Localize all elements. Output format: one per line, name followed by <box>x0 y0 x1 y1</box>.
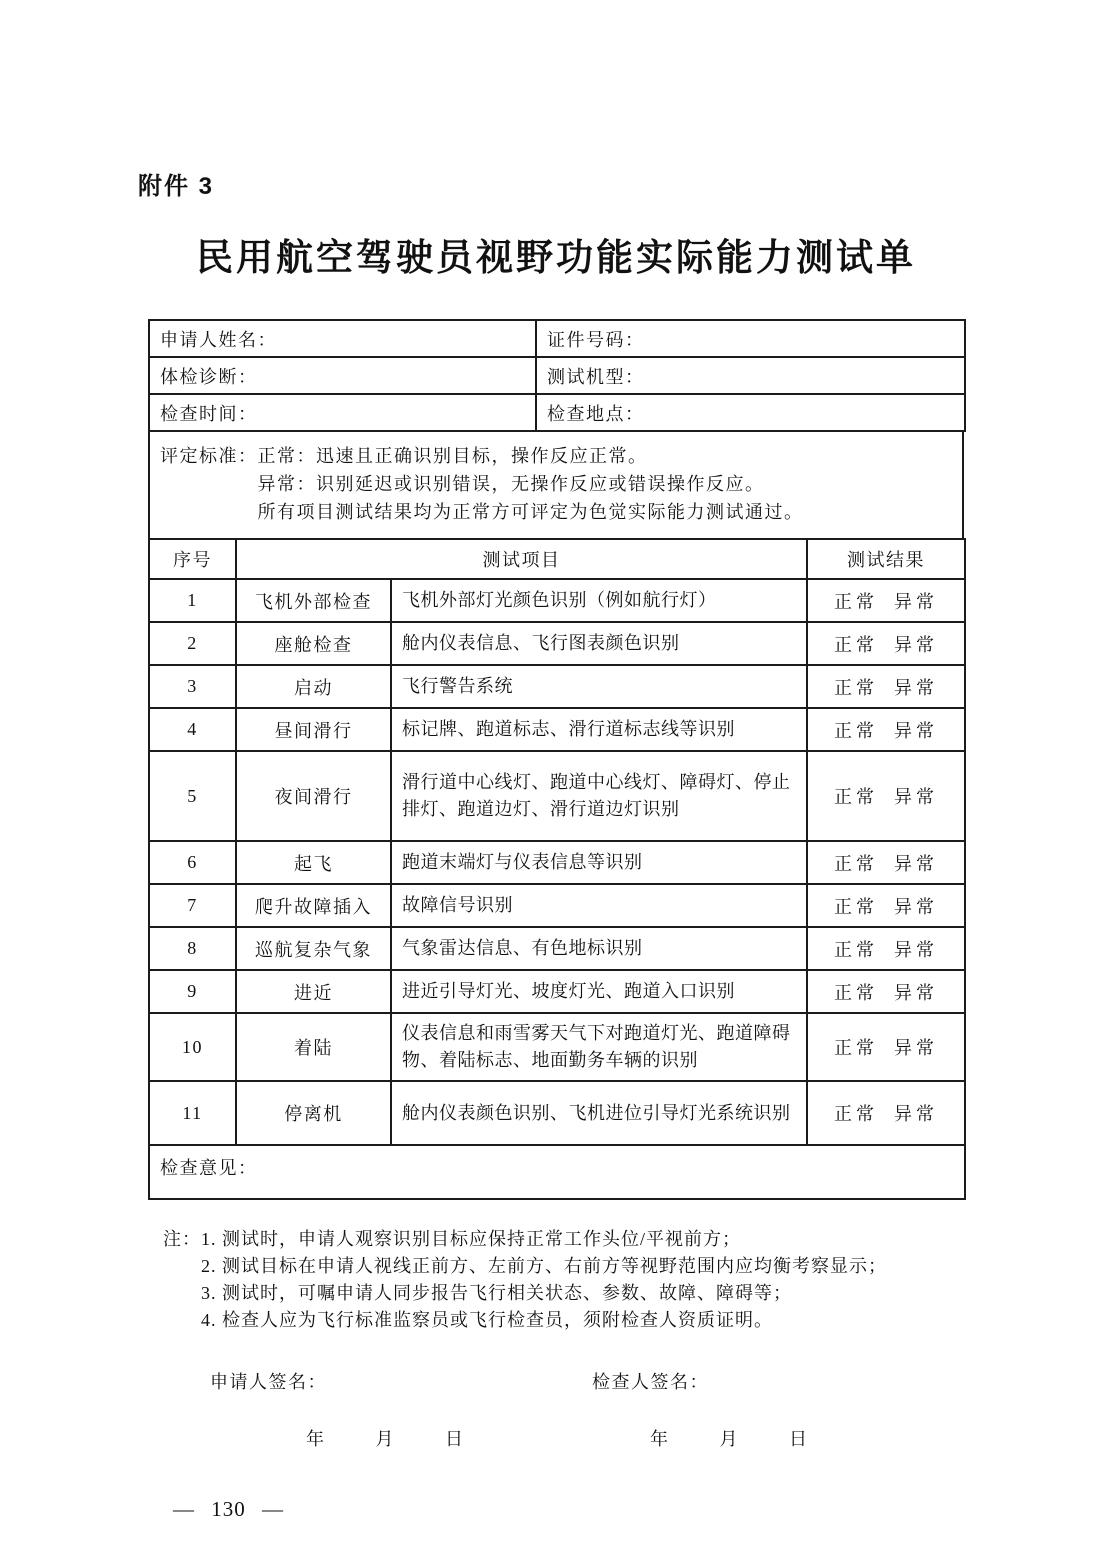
document-content <box>138 166 964 1522</box>
row-no: 5 <box>149 751 236 841</box>
notes-items <box>201 1226 887 1334</box>
table-row <box>149 970 965 1013</box>
row-category: 进近 <box>236 970 391 1013</box>
row-no: 2 <box>149 622 236 665</box>
result-abnormal-option: 异常 <box>894 677 938 698</box>
date-month-label: 月 <box>719 1429 739 1449</box>
criteria-line-pass: 所有项目测试结果均为正常方可评定为色觉实际能力测试通过。 <box>257 502 804 522</box>
date-day-label: 日 <box>445 1429 465 1449</box>
applicant-info-table <box>148 319 966 432</box>
result-normal-option: 正常 <box>834 853 878 874</box>
result-normal-option: 正常 <box>834 1038 878 1058</box>
id-number-field: 证件号码： <box>536 320 965 357</box>
header-result: 测试结果 <box>807 539 965 579</box>
test-form <box>148 319 964 1200</box>
info-row-3 <box>149 394 965 431</box>
exam-time-field: 检查时间： <box>149 394 536 431</box>
row-no: 3 <box>149 665 236 708</box>
row-category: 爬升故障插入 <box>236 884 391 927</box>
notes-block <box>163 1226 964 1334</box>
row-category: 停离机 <box>236 1081 391 1145</box>
result-abnormal-option: 异常 <box>894 939 938 960</box>
examiner-date-line <box>592 1425 809 1451</box>
row-result <box>807 665 965 708</box>
row-result <box>807 970 965 1013</box>
table-row <box>149 708 965 751</box>
page-title: 民用航空驾驶员视野功能实际能力测试单 <box>196 237 916 278</box>
table-row <box>149 751 965 841</box>
note-item-1: 1. 测试时，申请人观察识别目标应保持正常工作头位/平视前方； <box>201 1229 741 1249</box>
result-normal-option: 正常 <box>834 1104 878 1124</box>
row-category: 座舱检查 <box>236 622 391 665</box>
row-description: 进近引导灯光、坡度灯光、跑道入口识别 <box>391 970 807 1013</box>
table-row <box>149 841 965 884</box>
row-no: 6 <box>149 841 236 884</box>
notes-label: 注： <box>163 1229 201 1249</box>
result-normal-option: 正常 <box>834 720 878 741</box>
table-row <box>149 622 965 665</box>
row-result <box>807 751 965 841</box>
row-category: 着陆 <box>236 1013 391 1081</box>
result-abnormal-option: 异常 <box>894 1038 938 1058</box>
test-items-table <box>148 538 966 1200</box>
row-category: 启动 <box>236 665 391 708</box>
note-item-2: 2. 测试目标在申请人视线正前方、左前方、右前方等视野范围内应均衡考察显示； <box>201 1256 887 1276</box>
row-result <box>807 884 965 927</box>
result-normal-option: 正常 <box>834 896 878 917</box>
row-description: 标记牌、跑道标志、滑行道标志线等识别 <box>391 708 807 751</box>
row-result <box>807 622 965 665</box>
info-row-1 <box>149 320 965 357</box>
row-category: 起飞 <box>236 841 391 884</box>
applicant-name-field: 申请人姓名： <box>149 320 536 357</box>
row-description: 气象雷达信息、有色地标识别 <box>391 927 807 970</box>
row-description: 滑行道中心线灯、跑道中心线灯、障碍灯、停止排灯、跑道边灯、滑行道边灯识别 <box>391 751 807 841</box>
row-description: 飞行警告系统 <box>391 665 807 708</box>
result-abnormal-option: 异常 <box>894 896 938 917</box>
row-result <box>807 1081 965 1145</box>
row-no: 7 <box>149 884 236 927</box>
date-day-label: 日 <box>789 1429 809 1449</box>
row-description: 飞机外部灯光颜色识别（例如航行灯） <box>391 579 807 622</box>
row-no: 9 <box>149 970 236 1013</box>
row-no: 10 <box>149 1013 236 1081</box>
row-result <box>807 841 965 884</box>
examiner-signature-block <box>592 1368 809 1451</box>
table-row <box>149 579 965 622</box>
criteria-lines <box>258 442 955 526</box>
table-row <box>149 884 965 927</box>
exam-remarks-field: 检查意见： <box>149 1145 965 1199</box>
result-abnormal-option: 异常 <box>894 787 938 807</box>
row-category: 夜间滑行 <box>236 751 391 841</box>
row-no: 1 <box>149 579 236 622</box>
table-row <box>149 665 965 708</box>
header-item: 测试项目 <box>236 539 807 579</box>
result-abnormal-option: 异常 <box>894 853 938 874</box>
row-no: 11 <box>149 1081 236 1145</box>
attachment-label: 附件 3 <box>138 173 215 200</box>
row-category: 飞机外部检查 <box>236 579 391 622</box>
evaluation-criteria-block <box>148 430 964 540</box>
info-row-2 <box>149 357 965 394</box>
signature-section <box>148 1368 964 1451</box>
applicant-date-line <box>210 1425 592 1451</box>
result-normal-option: 正常 <box>834 591 878 612</box>
page-number: — 130 — <box>173 1497 284 1521</box>
test-table-header-row <box>149 539 965 579</box>
exam-remarks-row <box>149 1145 965 1199</box>
row-result <box>807 927 965 970</box>
result-abnormal-option: 异常 <box>894 1104 938 1124</box>
exam-location-field: 检查地点： <box>536 394 965 431</box>
row-description: 舱内仪表颜色识别、飞机进位引导灯光系统识别 <box>391 1081 807 1145</box>
row-no: 4 <box>149 708 236 751</box>
result-abnormal-option: 异常 <box>894 982 938 1003</box>
medical-diagnosis-field: 体检诊断： <box>149 357 536 394</box>
table-row <box>149 927 965 970</box>
row-description: 舱内仪表信息、飞行图表颜色识别 <box>391 622 807 665</box>
result-abnormal-option: 异常 <box>894 720 938 741</box>
row-description: 跑道末端灯与仪表信息等识别 <box>391 841 807 884</box>
row-category: 巡航复杂气象 <box>236 927 391 970</box>
result-normal-option: 正常 <box>834 939 878 960</box>
date-year-label: 年 <box>650 1429 670 1449</box>
row-result <box>807 1013 965 1081</box>
result-abnormal-option: 异常 <box>894 634 938 655</box>
result-abnormal-option: 异常 <box>894 591 938 612</box>
criteria-label: 评定标准： <box>160 446 258 466</box>
row-result <box>807 708 965 751</box>
criteria-line-abnormal: 异常：识别延迟或识别错误，无操作反应或错误操作反应。 <box>257 474 765 494</box>
criteria-line-normal: 正常：迅速且正确识别目标，操作反应正常。 <box>257 446 648 466</box>
row-result <box>807 579 965 622</box>
applicant-signature-block <box>210 1368 592 1451</box>
row-description: 仪表信息和雨雪雾天气下对跑道灯光、跑道障碍物、着陆标志、地面勤务车辆的识别 <box>391 1013 807 1081</box>
result-normal-option: 正常 <box>834 787 878 807</box>
table-row <box>149 1081 965 1145</box>
table-row <box>149 1013 965 1081</box>
applicant-signature-label: 申请人签名： <box>210 1372 327 1392</box>
result-normal-option: 正常 <box>834 677 878 698</box>
row-description: 故障信号识别 <box>391 884 807 927</box>
note-item-4: 4. 检查人应为飞行标准监察员或飞行检查员，须附检查人资质证明。 <box>201 1310 773 1330</box>
result-normal-option: 正常 <box>834 634 878 655</box>
row-category: 昼间滑行 <box>236 708 391 751</box>
examiner-signature-label: 检查人签名： <box>592 1372 709 1392</box>
note-item-3: 3. 测试时，可嘱申请人同步报告飞行相关状态、参数、故障、障碍等； <box>201 1283 792 1303</box>
aircraft-type-field: 测试机型： <box>536 357 965 394</box>
date-month-label: 月 <box>375 1429 395 1449</box>
date-year-label: 年 <box>306 1429 326 1449</box>
result-normal-option: 正常 <box>834 982 878 1003</box>
header-no: 序号 <box>149 539 236 579</box>
row-no: 8 <box>149 927 236 970</box>
